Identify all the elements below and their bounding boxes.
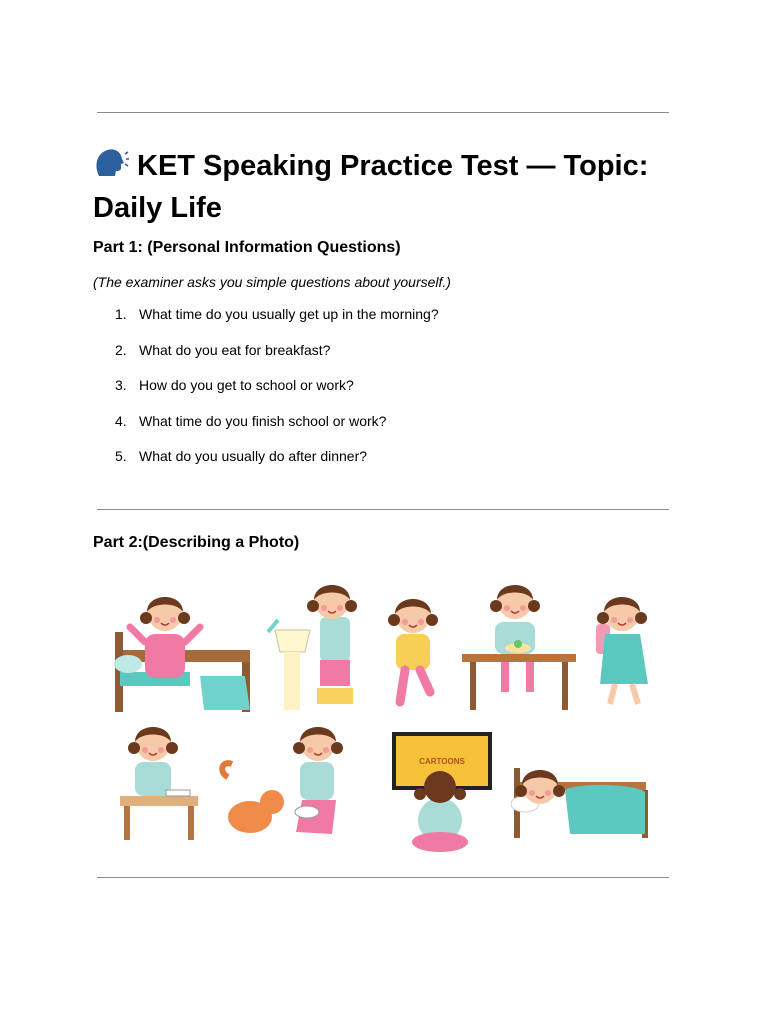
scene-exercising [388,599,438,702]
scene-going-to-school [596,597,648,704]
question-text: What time do you finish school or work? [139,412,387,429]
list-item [93,342,439,378]
list-item [93,413,439,449]
list-item [93,306,439,342]
scene-feeding-cat [222,727,343,834]
divider-top [97,112,669,113]
question-text: How do you get to school or work? [139,377,354,393]
question-number: 1. [115,306,127,322]
scene-watching-tv [392,732,492,852]
list-item [93,448,439,484]
divider-bottom [97,877,669,878]
part2-heading: Part 2:(Describing a Photo) [93,534,300,551]
title-text: KET Speaking Practice Test — Topic: Daily Life [93,150,649,224]
question-text: What do you eat for breakfast? [139,341,331,358]
question-number: 3. [115,377,127,393]
list-item [93,377,439,413]
daily-routine-illustration [100,572,668,858]
question-number: 2. [115,341,127,358]
scene-washing-face [268,585,357,710]
part1-heading: Part 1: (Personal Information Questions) [93,239,401,256]
page-title [93,146,683,227]
divider-middle [97,509,669,510]
tv-screen-text: CARTOONS [419,757,465,766]
question-text: What do you usually do after dinner? [139,448,368,464]
question-list [93,306,439,484]
question-number: 5. [115,448,127,464]
part1-intro: (The examiner asks you simple questions about yourself.) [93,274,451,290]
question-text: What time do you usually get up in the morning? [139,306,439,322]
speaking-head-icon [93,146,129,190]
scene-eating-breakfast [462,585,576,710]
scene-sleeping [511,768,648,838]
scene-studying-at-desk [120,727,198,840]
question-number: 4. [115,412,127,429]
scene-waking-up [114,597,250,712]
